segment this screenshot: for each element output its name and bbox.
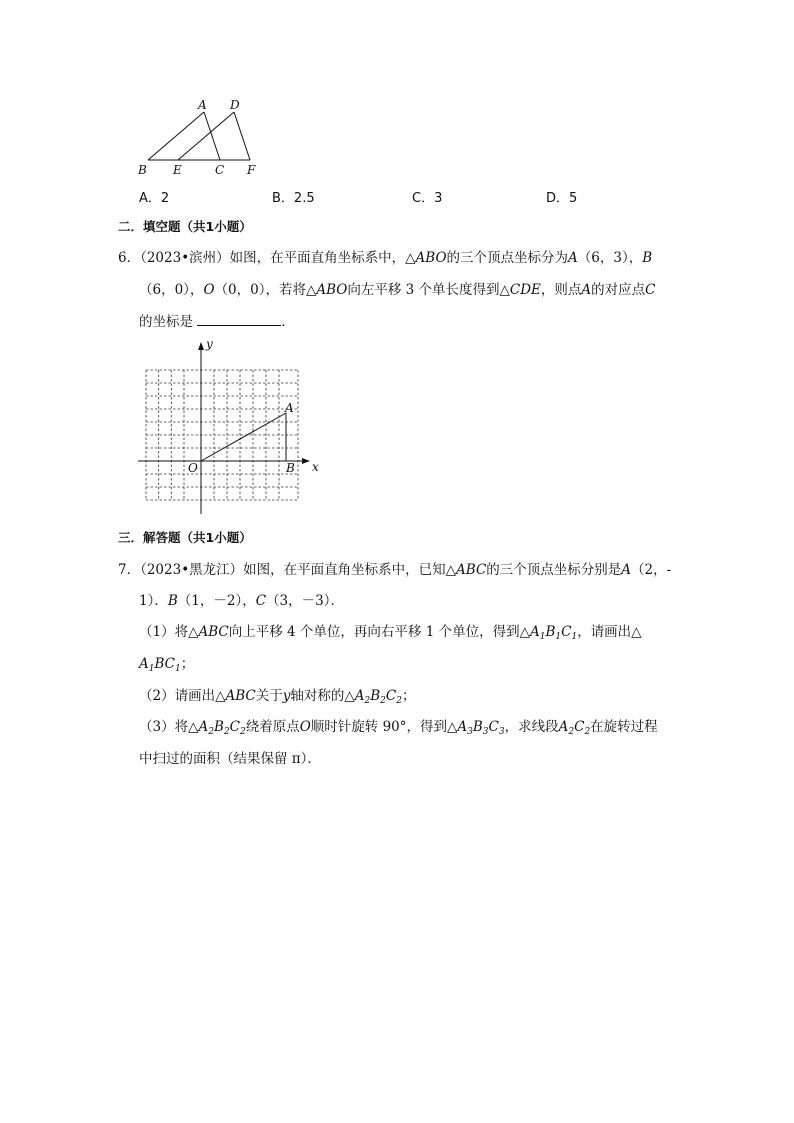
q6-text: A <box>581 282 592 298</box>
q7-text: ； <box>180 656 195 672</box>
label-b: B <box>138 163 147 177</box>
q7-subscript: 1 <box>555 632 562 642</box>
q7-text: 的三个顶点坐标分别是 <box>486 562 622 578</box>
q7-text: 1）． <box>139 593 168 609</box>
q7-text: （1，－2）， <box>177 593 256 609</box>
q7-text: （2，- <box>631 562 672 578</box>
q6-text: ABO <box>316 282 348 298</box>
q7-subscript: 3 <box>467 727 473 737</box>
q7-subscript: 2 <box>223 727 230 737</box>
q7-text: ，请画出△ <box>577 624 642 640</box>
label-b: B <box>286 461 295 475</box>
q6-line-3 <box>139 313 295 331</box>
q7-subscript: 1 <box>571 632 578 642</box>
q6-text: C <box>645 282 656 298</box>
q6-line-1 <box>118 249 652 267</box>
q7-part-1-cont <box>139 655 194 678</box>
label-d: D <box>230 98 240 112</box>
q7-text: ABC <box>198 624 229 640</box>
label-f: F <box>247 163 256 177</box>
q7-text: B <box>167 593 178 609</box>
q6-text: ABO <box>415 250 447 266</box>
choice-c-value: 3 <box>434 191 443 206</box>
q7-part-1 <box>139 623 642 646</box>
q7-subscript: 1 <box>175 664 181 674</box>
q7-part-3 <box>139 718 658 741</box>
q7-text: O <box>299 719 311 735</box>
section-2-title: 二．填空题（共1小题） <box>118 219 252 234</box>
q7-text: C <box>488 719 499 735</box>
q7-text: 向上平移 4 个单位，再向右平移 1 个单位，得到△ <box>228 624 530 640</box>
choice-d-letter: D． <box>546 191 570 206</box>
q7-subscript: 1 <box>539 632 546 642</box>
choice-a[interactable] <box>139 187 169 206</box>
q7-text: 关于 <box>255 688 283 704</box>
q7-text: ； <box>401 688 416 704</box>
segment-ab <box>148 112 204 160</box>
q7-subscript: 2 <box>568 727 575 737</box>
q7-text: 顺时针旋转 90°，得到△ <box>310 719 458 735</box>
q7-text: A <box>621 562 632 578</box>
q7-text: （3）将△ <box>139 719 199 735</box>
q7-subscript: 2 <box>584 727 591 737</box>
choice-b-letter: B． <box>272 191 294 206</box>
dashed-grid <box>146 370 298 500</box>
q7-text: ，求线段 <box>504 719 559 735</box>
q7-text: C <box>255 593 267 609</box>
q7-text: A <box>354 688 365 704</box>
q6-text: 6．（2023•滨州）如图，在平面直角坐标系中，△ <box>118 250 416 266</box>
choice-a-value: 2 <box>160 191 170 206</box>
q7-subscript: 2 <box>364 696 371 706</box>
q7-text: C <box>229 719 240 735</box>
choice-d-value: 5 <box>569 191 578 206</box>
choice-c-letter: C． <box>412 191 435 206</box>
q7-text: A <box>529 624 540 640</box>
q6-text: （0，0），若将△ <box>214 282 317 298</box>
q6-text: A <box>568 250 578 266</box>
q7-subscript: 2 <box>396 696 402 706</box>
q6-text: O <box>203 282 215 298</box>
label-c: C <box>215 163 225 177</box>
q7-line-2 <box>139 592 344 610</box>
q6-text: （6，3）， <box>577 250 643 266</box>
q7-subscript: 3 <box>482 727 489 737</box>
q7-text: A <box>198 719 209 735</box>
q6-text: ． <box>281 314 295 330</box>
answer-blank[interactable] <box>197 313 281 326</box>
choice-c[interactable] <box>412 187 442 206</box>
q6-text: （6，0）， <box>139 282 204 298</box>
label-o: O <box>188 461 198 475</box>
choice-d[interactable] <box>546 187 577 206</box>
choice-a-letter: A． <box>139 191 161 206</box>
segment-df <box>234 112 250 160</box>
x-axis-arrow <box>302 458 310 464</box>
q7-part-2 <box>139 687 415 710</box>
q7-text: （1）将△ <box>139 624 199 640</box>
section-3-title: 三．解答题（共1小题） <box>118 530 252 545</box>
q7-subscript: 2 <box>208 727 214 737</box>
q7-text: y <box>282 688 291 704</box>
q7-text: ABC <box>225 688 256 704</box>
choice-b-value: 2.5 <box>293 191 315 206</box>
q7-subscript: 2 <box>380 696 386 706</box>
q7-text: 7．（2023•黑龙江）如图，在平面直角坐标系中，已知△ <box>118 562 457 578</box>
q6-text: ，则点 <box>540 282 582 298</box>
label-a: A <box>198 98 207 112</box>
axis-label-x: x <box>312 460 319 474</box>
q6-text: CDE <box>509 282 541 298</box>
q6-text: 的三个顶点坐标分为 <box>446 250 569 266</box>
q7-part-3-cont <box>139 750 321 768</box>
choice-b[interactable] <box>272 187 315 206</box>
q7-text: ABC <box>456 562 487 578</box>
q6-text: 向左平移 3 个单长度得到△ <box>347 282 510 298</box>
q7-text: （2）请画出△ <box>139 688 226 704</box>
q7-text: A <box>139 656 149 672</box>
q6-text: B <box>642 250 653 266</box>
q6-text: 的坐标是 <box>139 314 193 330</box>
q7-text: C <box>385 688 397 704</box>
q7-text: C <box>574 719 585 735</box>
q7-text: （3，－3）． <box>266 593 344 609</box>
label-e: E <box>173 163 182 177</box>
q7-text: A <box>457 719 468 735</box>
q6-text: 的对应点 <box>591 282 646 298</box>
triangle-translation-figure <box>130 96 270 178</box>
q7-text: BC <box>154 656 175 672</box>
axis-label-y: y <box>206 338 213 351</box>
q7-text: B <box>370 688 381 704</box>
q7-text: C <box>561 624 572 640</box>
q7-text: B <box>545 624 556 640</box>
q7-text: B <box>213 719 224 735</box>
y-axis-arrow <box>198 342 204 350</box>
q7-line-1 <box>118 561 671 579</box>
q7-subscript: 3 <box>498 727 505 737</box>
q7-text: 中扫过的面积（结果保留 π）． <box>139 751 321 767</box>
label-a: A <box>285 401 294 415</box>
q7-text: A <box>558 719 569 735</box>
q7-text: 轴对称的△ <box>290 688 355 704</box>
q7-subscript: 1 <box>148 664 155 674</box>
q7-subscript: 2 <box>239 727 246 737</box>
q7-text: 在旋转过程 <box>590 719 658 735</box>
q7-text: B <box>472 719 483 735</box>
q6-line-2 <box>139 281 656 299</box>
q7-text: 绕着原点 <box>245 719 300 735</box>
coordinate-grid-figure <box>134 338 330 516</box>
